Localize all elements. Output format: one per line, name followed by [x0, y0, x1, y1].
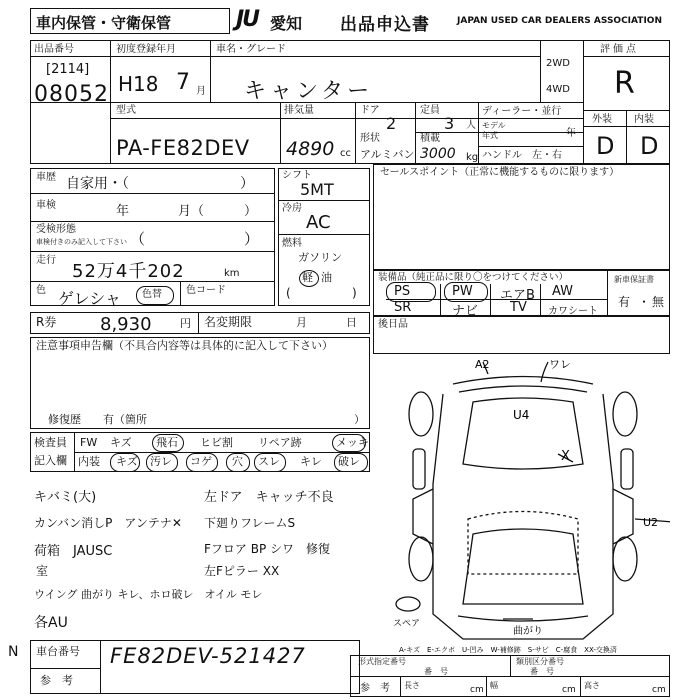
drive-4wd: 4WD	[546, 84, 570, 95]
inspector-row1-label: FW	[80, 436, 98, 449]
inspector-label-a: 検査員	[34, 436, 67, 449]
car-name-value: キャンター	[244, 79, 374, 104]
aircon-label: 冷房	[282, 203, 302, 214]
remark-3: カンバン消しP アンテナ✕	[34, 516, 182, 530]
inspector-row1-2: ヒビ割	[200, 436, 233, 449]
history-form-note: 車検付きのみ記入して下さい	[36, 238, 127, 246]
diagram-legend: A-キズ E-エクボ U-凹み W-補修跡 S-サビ C-腐食 XX-交換済	[399, 646, 617, 654]
warranty-no: 無	[652, 295, 665, 309]
load-unit: kg	[466, 152, 479, 163]
inspection-month: 月（	[178, 204, 205, 219]
load-value: 3000	[420, 146, 456, 162]
remark-1: キバミ(大)	[34, 490, 97, 505]
name-change-month: 月	[296, 316, 307, 329]
equip-sr: SR	[394, 300, 412, 315]
height-cm: cm	[652, 685, 666, 695]
tax-value: 8,930	[100, 314, 152, 335]
equip-aw: AW	[552, 284, 574, 299]
inspector-row1-3: リペア跡	[258, 436, 302, 449]
equip-pw: PW	[452, 284, 473, 299]
doors-label: ドア	[360, 105, 380, 116]
shape-label: 形状	[360, 133, 380, 144]
fuel-paren-left: (	[286, 286, 291, 300]
height-label: 高さ	[584, 681, 600, 690]
displacement-unit: cc	[340, 148, 351, 159]
drive-2wd: 2WD	[546, 58, 570, 69]
equip-ps: PS	[394, 284, 411, 299]
usage-value: 自家用・（	[66, 176, 129, 192]
name-change-day: 日	[346, 316, 357, 329]
circle-hole	[226, 453, 250, 472]
tax-block	[30, 312, 370, 334]
steering-label: ハンドル 左・右	[482, 150, 562, 161]
mark-u2: U2	[643, 516, 659, 529]
sales-point-block	[373, 164, 670, 270]
aircon-value: AC	[306, 212, 331, 233]
form-number-sub: 番 号	[424, 667, 448, 676]
remark-2: 左ドア キャッチ不良	[204, 490, 334, 505]
inspector-row2-3: 穴	[232, 455, 243, 468]
model-year-suffix: 年	[566, 128, 576, 139]
bend-label: 曲がり	[513, 626, 543, 637]
inspection-close: ）	[244, 204, 258, 219]
pw-circle	[444, 282, 488, 302]
inspector-row2-label: 内装	[78, 455, 100, 468]
warranty-label: 新車保証書	[614, 275, 654, 284]
inspector-row2-5: キレ	[300, 455, 322, 468]
inspector-row1-1: 飛石	[156, 436, 178, 449]
circle-tear	[334, 453, 368, 472]
inspector-row2-1: 汚レ	[150, 455, 172, 468]
circle-burn	[186, 453, 218, 472]
notes-repair-close: ）	[354, 413, 365, 426]
inspection-label: 車検	[36, 200, 56, 211]
fuel-label: 燃料	[282, 238, 302, 249]
post-input-block	[373, 316, 670, 354]
width-label: 幅	[490, 681, 498, 690]
car-name-label: 車名・グレード	[216, 44, 286, 55]
inspector-row1-0: キズ	[110, 436, 132, 449]
equipment-label: 装備品（純正品に限り〇をつけてください）	[378, 272, 569, 283]
displacement-label: 排気量	[284, 105, 314, 116]
interior-value: D	[640, 132, 659, 160]
tax-label: R券	[36, 315, 57, 329]
remark-5: 荷箱 JAUSC	[34, 544, 113, 559]
org-name: 愛知	[270, 14, 303, 33]
grade-label: 評価点	[600, 44, 639, 55]
fuel-paren-right: )	[352, 286, 357, 300]
mark-a2: A2	[475, 358, 490, 371]
warranty-sep: ・	[638, 295, 651, 309]
class-number-label: 類別区分番号	[516, 657, 564, 666]
remark-7: 室	[36, 564, 49, 578]
inspector-row2-6: 破レ	[338, 455, 360, 468]
length-cm: cm	[470, 685, 484, 695]
history-form-open: （	[130, 230, 146, 248]
chassis-label: 車台番号	[36, 645, 80, 658]
history-form-close: ）	[244, 230, 260, 248]
color-label: 色	[36, 285, 46, 296]
mileage-label: 走行	[36, 255, 56, 266]
registration-month: 7	[176, 70, 190, 95]
model-label: 型式	[116, 105, 136, 116]
fuel-gas: ガソリン	[298, 251, 342, 264]
shift-value: 5MT	[300, 180, 334, 199]
inspector-label-b: 記入欄	[34, 454, 67, 467]
model-year-label-a: モデル	[482, 121, 506, 130]
equip-tv: TV	[510, 300, 527, 315]
displacement-value: 4890	[286, 138, 335, 160]
class-number-sub: 番 号	[530, 667, 554, 676]
usage-close: ）	[240, 176, 254, 192]
storage-label: 車内保管・守衛保管	[36, 14, 172, 32]
remark-6: Fフロア BP シワ 修復	[204, 542, 331, 556]
circle-plating	[332, 434, 366, 452]
usage-label: 車歴	[36, 172, 56, 183]
circle-scratch	[110, 453, 140, 472]
remark-4: 下廻りフレームS	[204, 516, 296, 530]
equip-airbag: エアB	[500, 288, 535, 303]
doors-value: 2	[386, 114, 397, 133]
grade-value: R	[614, 66, 635, 101]
association-name: JAPAN USED CAR DEALERS ASSOCIATION	[457, 16, 662, 26]
dealer-label: ディーラー・並行	[482, 106, 562, 117]
inspector-row2-2: コゲ	[190, 455, 212, 468]
load-label: 積載	[420, 133, 440, 144]
length-label: 長さ	[404, 681, 420, 690]
equip-navi: ナビ	[452, 304, 479, 319]
lot-bracket: [2114]	[46, 62, 90, 77]
inspection-year: 年	[116, 204, 130, 219]
remark-10: 各AU	[34, 615, 68, 631]
truck-outline	[396, 362, 670, 639]
ju-logo: JU	[236, 7, 259, 32]
mark-x: X	[561, 449, 570, 464]
ref-label-right: 参 考	[360, 683, 390, 694]
exterior-label: 外装	[592, 114, 612, 125]
model-year-label-b: 年式	[482, 131, 498, 140]
warranty-yes: 有	[618, 295, 631, 309]
remark-9: ウイング 曲がり キレ、ホロ破レ オイル モレ	[34, 588, 263, 601]
mileage-unit: km	[224, 268, 240, 279]
form-number-label: 形式指定番号	[358, 657, 406, 666]
notes-repair: 修復歴 有（箇所	[48, 413, 147, 426]
inspector-row2-4: スレ	[258, 455, 280, 468]
form-title: 出品申込書	[340, 15, 430, 35]
notes-label: 注意事項申告欄（不具合内容等は具体的に記入して下さい）	[36, 339, 333, 352]
tax-unit: 円	[180, 317, 191, 330]
remark-8: 左Fピラー XX	[204, 564, 280, 578]
fuel-diesel: 軽油	[302, 271, 340, 284]
registration-year: H18	[118, 72, 159, 96]
sales-point-label: セールスポイント（正常に機能するものに限ります）	[380, 167, 620, 178]
lot-label: 出品番号	[34, 44, 74, 55]
capacity-unit: 人	[466, 120, 476, 131]
circle-wear	[254, 453, 286, 472]
inspector-row1-4: メッキ	[336, 436, 369, 449]
color-change-label: 色替	[142, 289, 162, 300]
registration-month-suffix: 月	[196, 86, 206, 97]
history-form-label: 受検形態	[36, 224, 76, 235]
inspector-row2-0: キズ	[116, 455, 138, 468]
margin-mark: N	[8, 644, 19, 660]
registration-label: 初度登録年月	[116, 44, 176, 55]
ref-label-left: 参 考	[40, 674, 73, 687]
spare-label: スペア	[393, 619, 421, 629]
capacity-label: 定員	[420, 105, 440, 116]
mileage-value: 52万4千202	[72, 261, 185, 282]
name-change-label: 名変期限	[204, 315, 253, 329]
shape-value: アルミバン	[360, 148, 415, 161]
equip-leather: カワシート	[548, 306, 598, 317]
exterior-value: D	[596, 132, 615, 160]
chassis-value: FE82DEV-521427	[110, 644, 306, 668]
color-code-label: 色コード	[186, 285, 226, 296]
ps-circle	[386, 282, 436, 302]
capacity-value: 3	[444, 114, 455, 133]
circle-flying-stone	[152, 434, 184, 452]
circle-dirt	[146, 453, 178, 472]
width-cm: cm	[562, 685, 576, 695]
post-input-label: 後日品	[378, 319, 408, 330]
lot-number: 08052	[34, 82, 109, 107]
color-value: ゲレシャ	[58, 289, 121, 308]
mark-crack: ワレ	[549, 358, 571, 371]
interior-label: 内装	[634, 114, 654, 125]
mark-u4: U4	[513, 408, 530, 422]
damage-diagram	[373, 354, 670, 654]
shift-label: シフト	[282, 170, 312, 181]
model-value: PA-FE82DEV	[116, 136, 250, 160]
